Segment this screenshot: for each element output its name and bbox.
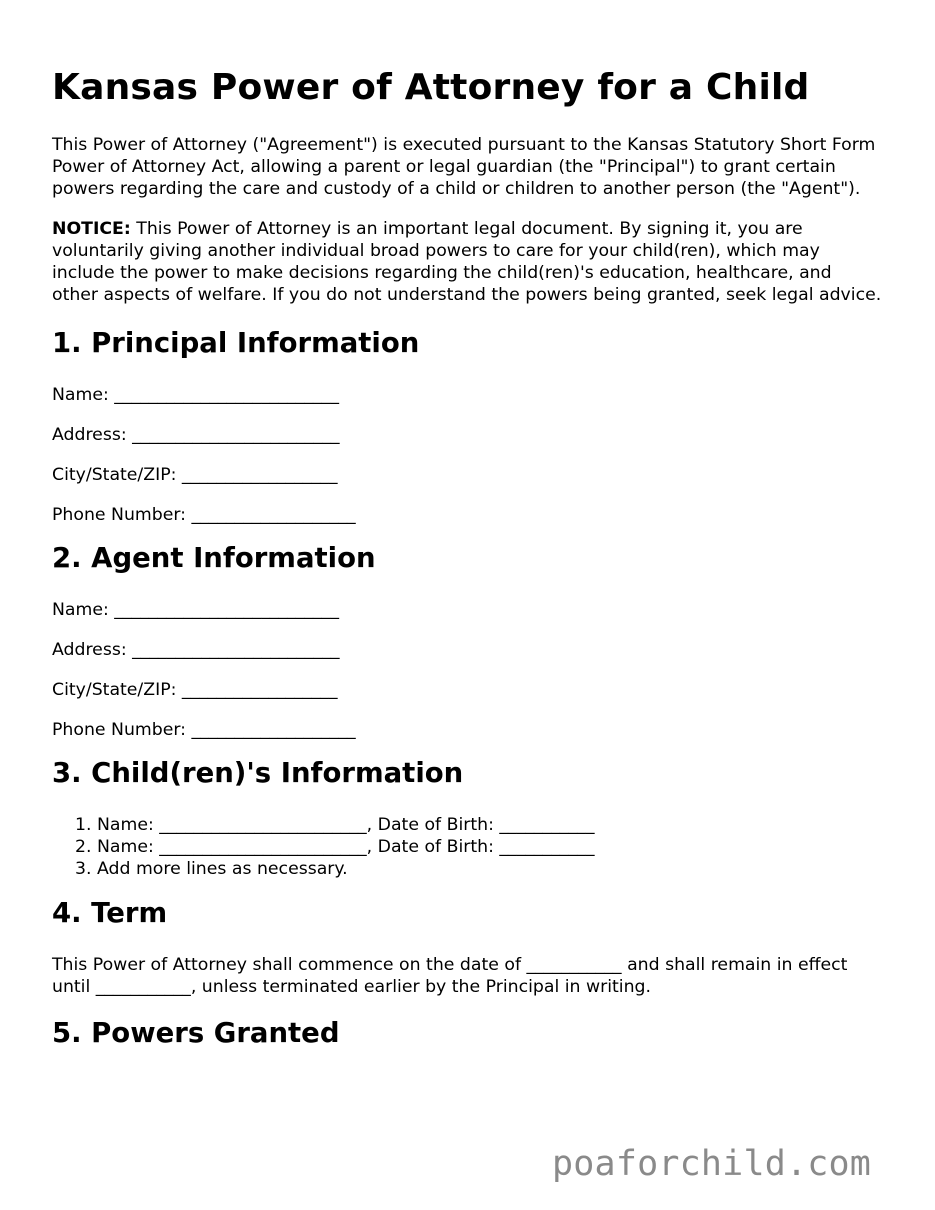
notice-text: This Power of Attorney is an important legal document. By signing it, you are voluntarily giving another individual broad powers to care for your child(ren), which may include the power to make decisions regarding the child(ren)'s education, healthcare, and other aspects of welfare. If you do not understand the powers being granted, seek legal advice. (52, 219, 882, 305)
child-item-2: 2. Name: ________________________, Date of Birth: ___________ (97, 836, 882, 858)
intro-paragraph: This Power of Attorney ("Agreement") is executed pursuant to the Kansas Statutory Short Form Power of Attorney Act, allowing a parent or legal guardian (the "Principal") to grant certain powers regarding the care and custody of a child or children to another person (the "Agent"). (52, 135, 876, 199)
notice-paragraph (52, 218, 882, 306)
principal-phone-field: Phone Number: ___________________ (52, 505, 356, 525)
principal-city-field: City/State/ZIP: __________________ (52, 465, 338, 485)
children-list (52, 814, 882, 880)
notice-label: NOTICE: (52, 219, 131, 239)
powers-heading: 5. Powers Granted (52, 1017, 340, 1049)
child-item-1: 1. Name: ________________________, Date of Birth: ___________ (97, 814, 882, 836)
principal-name-field: Name: __________________________ (52, 385, 339, 405)
term-paragraph: This Power of Attorney shall commence on the date of ___________ and shall remain in effect until ___________, unless terminated earlier by the Principal in writing. (52, 955, 848, 997)
agent-address-field: Address: ________________________ (52, 640, 340, 660)
children-heading: 3. Child(ren)'s Information (52, 757, 464, 789)
agent-city-field: City/State/ZIP: __________________ (52, 680, 338, 700)
agent-phone-field: Phone Number: ___________________ (52, 720, 356, 740)
child-item-more: 3. Add more lines as necessary. (97, 858, 882, 880)
agent-heading: 2. Agent Information (52, 542, 376, 574)
principal-heading: 1. Principal Information (52, 327, 420, 359)
agent-name-field: Name: __________________________ (52, 600, 339, 620)
document-title: Kansas Power of Attorney for a Child (52, 67, 810, 108)
principal-address-field: Address: ________________________ (52, 425, 340, 445)
watermark-text: poaforchild.com (552, 1144, 872, 1184)
term-heading: 4. Term (52, 897, 168, 929)
document-page (52, 0, 882, 1050)
